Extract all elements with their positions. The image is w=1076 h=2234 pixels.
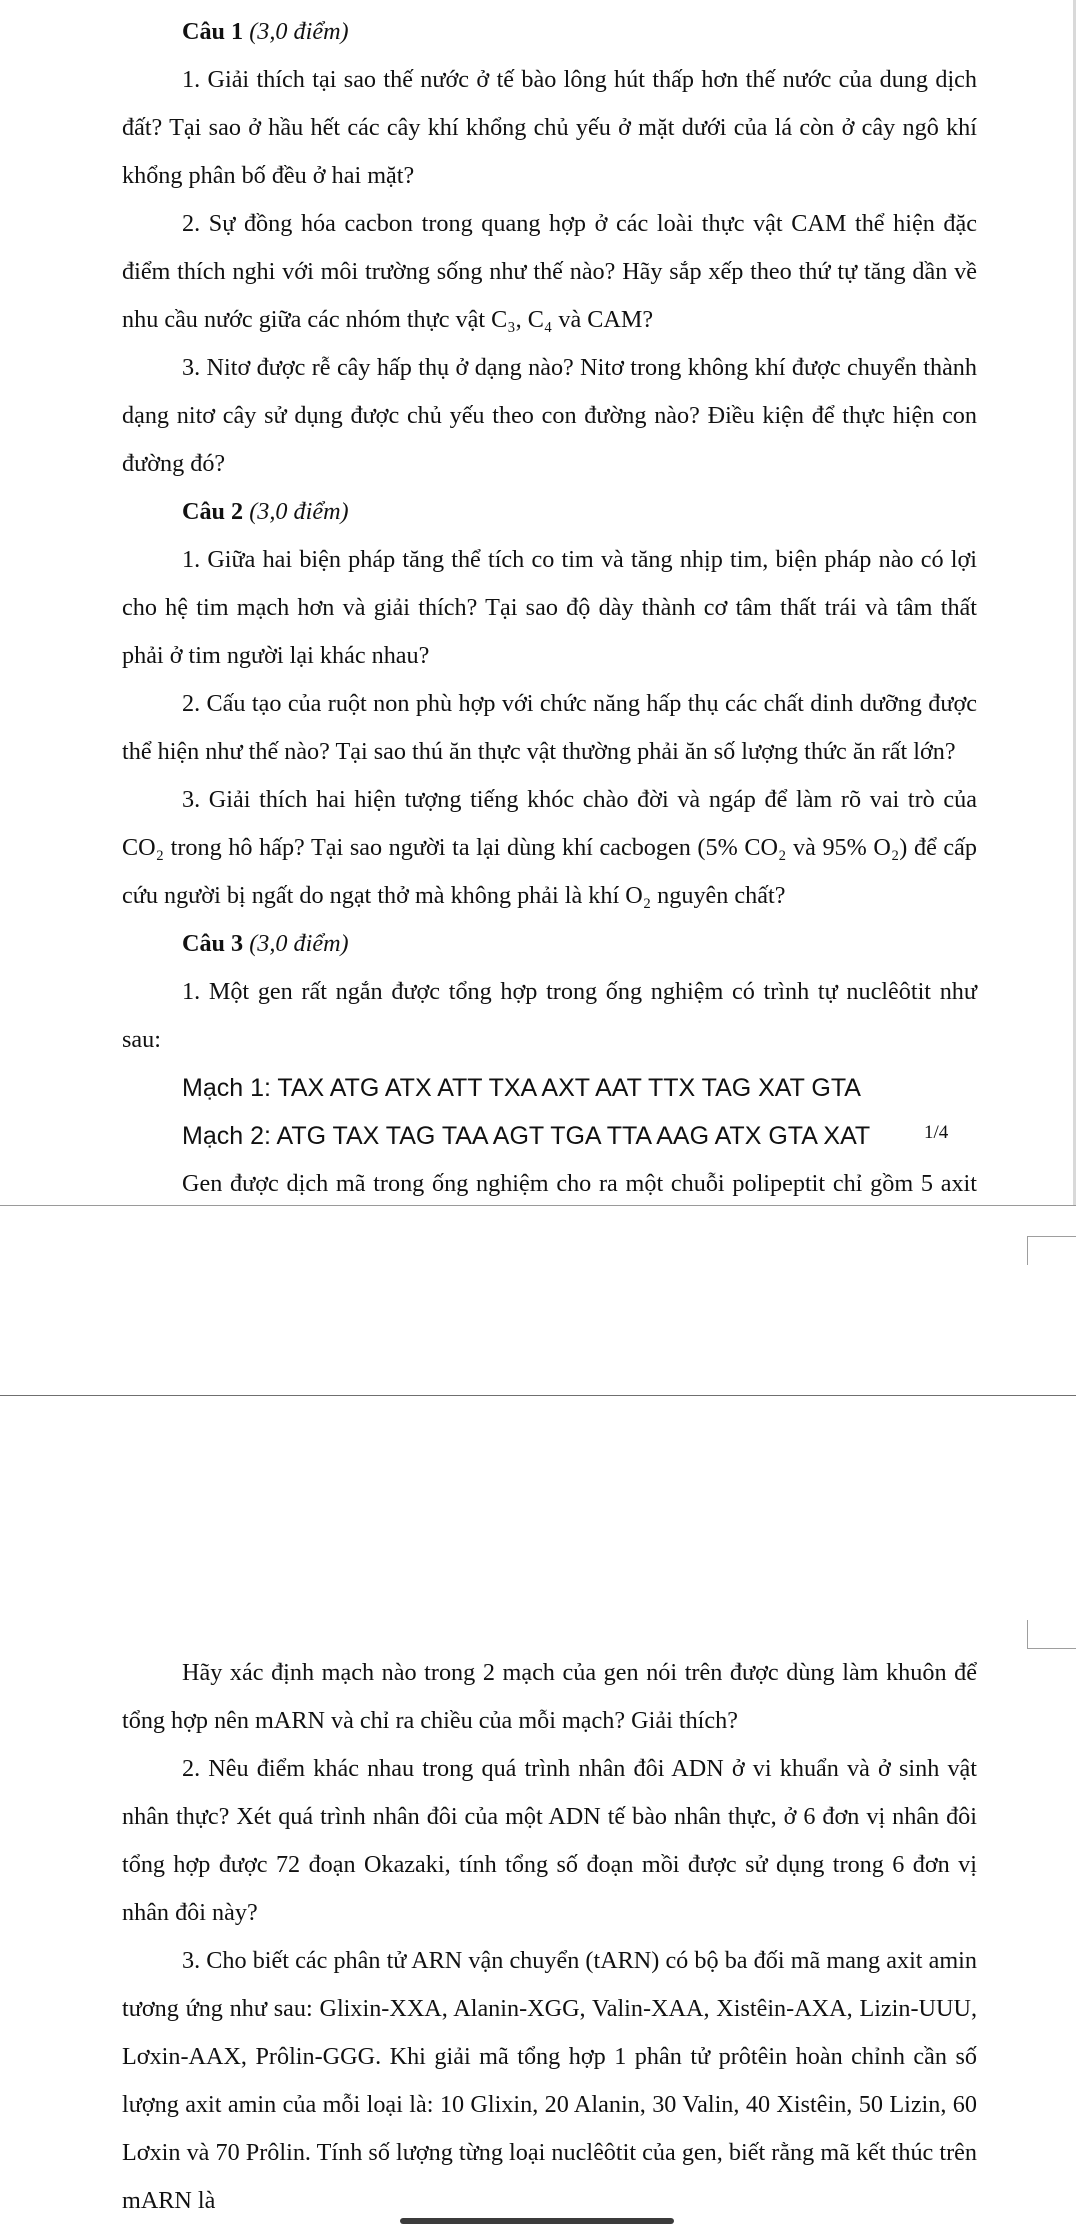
page-gap [0, 1206, 1076, 1396]
question-3-heading [122, 920, 977, 968]
question-3-part-1-task: Hãy xác định mạch nào trong 2 mạch của gen nói trên được dùng làm khuôn để tổng hợp nên mARN và chỉ ra chiều của mỗi mạch? Giải thích? [122, 1659, 977, 1734]
page-1-content [122, 8, 977, 1256]
question-3-part-3: 3. Cho biết các phân tử ARN vận chuyển (tARN) có bộ ba đối mã mang axit amin tương ứng như sau: Glixin-XXA, Alanin-XGG, Valin-XAA, Xistêin-AXA, Lizin-UUU, Lơxin-AAX, Prôlin-GGG. Khi giải mã tổng hợp 1 phân tử prôtêin hoàn chỉnh cần số lượng axit amin của mỗi loại là: 10 Glixin, 20 Alanin, 30 Valin, 40 Xistêin, 50 Lizin, 60 Lơxin và 70 Prôlin. Tính số lượng từng loại nuclêôtit của gen, biết rằng mã kết thúc trên mARN là [122, 1947, 977, 2214]
question-2-part-1: 1. Giữa hai biện pháp tăng thể tích co tim và tăng nhịp tim, biện pháp nào có lợi cho hệ tim mạch hơn và giải thích? Tại sao độ dày thành cơ tâm thất trái và tâm thất phải ở tim người lại khác nhau? [122, 546, 977, 669]
gene-strand-2: Mạch 2: ATG TAX TAG TAA AGT TGA TTA AAG ATX GTA XAT [182, 1122, 871, 1150]
horizontal-scrollbar-thumb[interactable] [400, 2218, 674, 2224]
question-2-points: (3,0 điểm) [249, 498, 349, 525]
question-3-part-1: 1. Một gen rất ngắn được tổng hợp trong ống nghiệm có trình tự nuclêôtit như sau: [122, 978, 977, 1053]
document-page-2 [0, 1396, 1076, 2234]
question-2-heading [122, 488, 977, 536]
question-1-title: Câu 1 [182, 18, 244, 45]
question-3-part-2: 2. Nêu điểm khác nhau trong quá trình nhân đôi ADN ở vi khuẩn và ở sinh vật nhân thực? Xét quá trình nhân đôi của một ADN tế bào nhân thực, ở 6 đơn vị nhân đôi tổng hợp được 72 đoạn Okazaki, tính tổng số đoạn mồi được sử dụng trong 6 đơn vị nhân đôi này? [122, 1755, 977, 1926]
question-1-part-3: 3. Nitơ được rễ cây hấp thụ ở dạng nào? Nitơ trong không khí được chuyển thành dạng nitơ cây sử dụng được chủ yếu theo con đường nào? Điều kiện để thực hiện con đường đó? [122, 354, 977, 477]
question-3-title: Câu 3 [182, 930, 244, 957]
question-1-part-1: 1. Giải thích tại sao thế nước ở tế bào lông hút thấp hơn thế nước của dung dịch đất? Tại sao ở hầu hết các cây khí khổng chủ yếu ở mặt dưới của lá còn ở cây ngô khí khổng phân bố đều ở hai mặt? [122, 66, 977, 189]
question-1-heading [122, 8, 977, 56]
crop-mark-bottom [1027, 1620, 1076, 1649]
question-2-part-3: 3. Giải thích hai hiện tượng tiếng khóc chào đời và ngáp để làm rõ vai trò của CO₂ trong hô hấp? Tại sao người ta lại dùng khí cacbogen (5% CO₂ và 95% O₂) để cấp cứu người bị ngất do ngạt thở mà không phải là khí O₂ nguyên chất? [122, 786, 977, 909]
question-2-title: Câu 2 [182, 498, 244, 525]
question-1-part-2: 2. Sự đồng hóa cacbon trong quang hợp ở các loài thực vật CAM thể hiện đặc điểm thích nghi với môi trường sống như thế nào? Hãy sắp xếp theo thứ tự tăng dần về nhu cầu nước giữa các nhóm thực vật C₃, C₄ và CAM? [122, 210, 977, 333]
question-2-part-2: 2. Cấu tạo của ruột non phù hợp với chức năng hấp thụ các chất dinh dưỡng được thể hiện như thế nào? Tại sao thú ăn thực vật thường phải ăn số lượng thức ăn rất lớn? [122, 690, 977, 765]
page-number: 1/4 [924, 1122, 949, 1143]
question-3-points: (3,0 điểm) [249, 930, 349, 957]
gene-strand-1: Mạch 1: TAX ATG ATX ATT TXA AXT AAT TTX TAG XAT GTA [182, 1074, 861, 1102]
question-3-part-1-continued: Gen được dịch mã trong ống nghiệm cho ra một chuỗi polipeptit chỉ gồm 5 axit [182, 1170, 977, 1197]
crop-mark-top [1027, 1236, 1076, 1265]
page-2-content [122, 1649, 977, 2225]
question-1-points: (3,0 điểm) [249, 18, 349, 45]
